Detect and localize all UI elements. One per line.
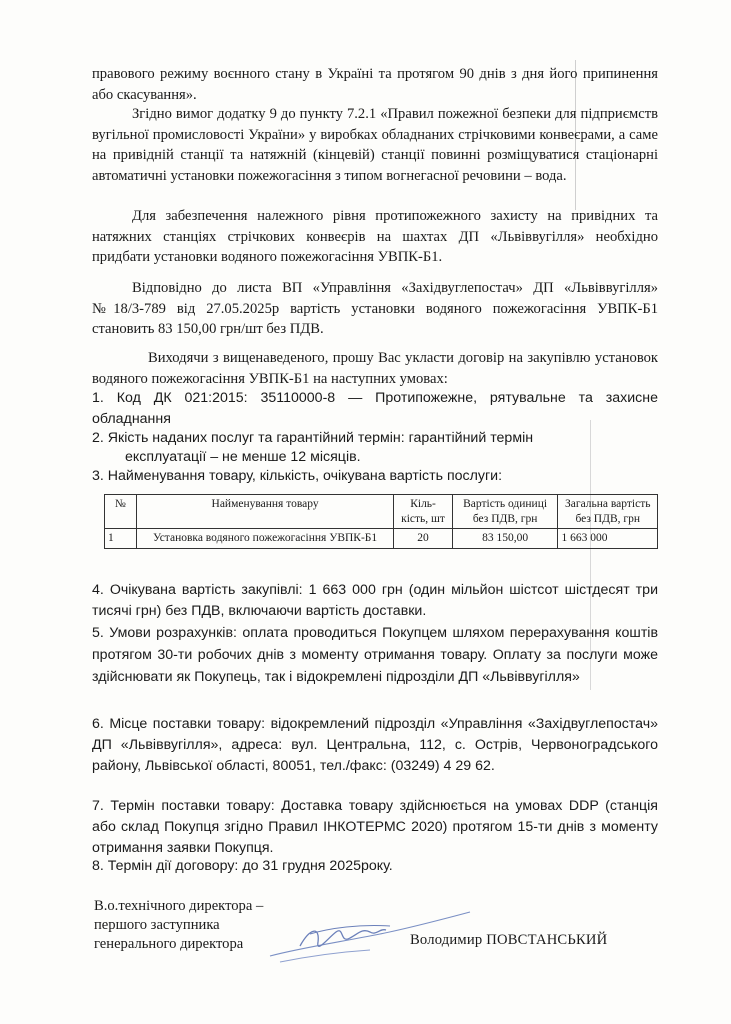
table-header: Вартість одиниці без ПДВ, грн	[452, 495, 558, 529]
table-cell: Установка водяного пожежогасіння УВПК-Б1	[136, 529, 394, 549]
table-header: Загальна вартість без ПДВ, грн	[558, 495, 658, 529]
condition-item-5: 5. Умови розрахунків: оплата проводиться Покупцем шляхом перерахування коштів протягом 30-ти робочих днів з моменту отримання товару. Оплату за послуги може здійснювати як Покупець, так і відокремлені підрозділи ДП «Львіввугілля»	[92, 625, 658, 685]
table-header: Найменування товару	[136, 495, 394, 529]
paragraph-request: Виходячи з вищенаведеного, прошу Вас укласти договір на закупівлю установок водяного пожежогасіння УВПК-Б1 на наступних умовах:	[92, 350, 658, 387]
paragraph-continuation: правового режиму воєнного стану в Україні та протягом 90 днів з дня його припинення або скасування».	[92, 66, 658, 103]
condition-item-2: 2. Якість наданих послуг та гарантійний термін: гарантійний термін	[92, 430, 534, 446]
table-row	[105, 529, 658, 549]
table-cell: 83 150,00	[452, 529, 558, 549]
goods-table	[104, 494, 658, 549]
condition-item-8: 8. Термін дії договору: до 31 грудня 2025року.	[92, 858, 393, 874]
condition-item-7: 7. Термін поставки товару: Доставка товару здійснюється на умовах DDP (станція або склад Покупця згідно Правил ІНКОТЕРМС 2020) протягом 15-ти днів з моменту отримання заявки Покупця.	[92, 798, 658, 856]
paragraph-fire-rules: Згідно вимог додатку 9 до пункту 7.2.1 «Правил пожежної безпеки для підприємств вугільної промисловості України» у виробках обладнаних стрічковими конвеєрами, а саме на привідній станції та натяжній (кінцевій) станції повинні розміщуватися стаціонарні автоматичні установки пожежогасіння з типом вогнегасної речовини – вода.	[92, 106, 658, 184]
table-cell: 1 663 000	[558, 529, 658, 549]
table-header: №	[105, 495, 137, 529]
table-cell: 20	[394, 529, 452, 549]
condition-item-3: 3. Найменування товару, кількість, очікувана вартість послуги:	[92, 468, 503, 484]
paragraph-protection: Для забезпечення належного рівня протипожежного захисту на привідних та натяжних станціях стрічкових конвеєрів на шахтах ДП «Львіввугілля» необхідно придбати установки водяного пожежогасіння УВПК-Б1.	[92, 208, 658, 265]
table-header-row	[105, 495, 658, 529]
condition-item-1: 1. Код ДК 021:2015: 35110000-8 — Протипожежне, рятувальне та захисне обладнання	[92, 390, 658, 427]
condition-item-2-cont: експлуатації – не менше 12 місяців.	[125, 449, 361, 465]
table-header: Кіль-кість, шт	[394, 495, 452, 529]
paragraph-price-letter: Відповідно до листа ВП «Управління «Західвуглепостач» ДП «Львіввугілля» №18/3-789 від 27.05.2025р вартість установки водяного пожежогасіння УВПК-Б1 становить 83 150,00 грн/шт без ПДВ.	[92, 280, 658, 337]
table-cell: 1	[105, 529, 137, 549]
signatory-title-line2: першого заступника	[94, 917, 220, 933]
signatory-title-line3: генерального директора	[94, 936, 244, 952]
signatory-title-line1: В.о.технічного директора –	[94, 898, 264, 914]
signatory-name: Володимир ПОВСТАНСЬКИЙ	[410, 932, 608, 948]
condition-item-6: 6. Місце поставки товару: відокремлений підрозділ «Управління «Західвуглепостач» ДП «Львіввугілля», адреса: вул. Центральна, 112, с. Острів, Червоноградського району, Львівської області, 80051, тел./факс: (03249) 4 29 62.	[92, 716, 658, 774]
condition-item-4: 4. Очікувана вартість закупівлі: 1 663 000 грн (один мільйон шістсот шістдесят три тисячі грн) без ПДВ, включаючи вартість доставки.	[92, 582, 658, 619]
